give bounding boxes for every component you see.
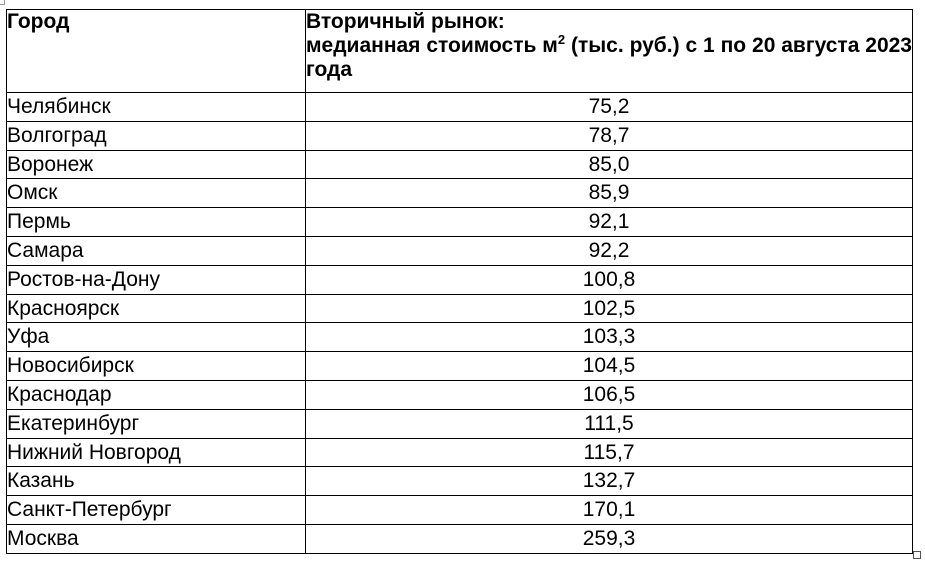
table-row [7, 265, 913, 294]
value-cell: 115,7 [306, 438, 913, 467]
value-cell: 111,5 [306, 409, 913, 438]
value-cell: 132,7 [306, 467, 913, 496]
city-cell: Санкт-Петербург [7, 496, 306, 525]
city-cell: Воронеж [7, 150, 306, 179]
value-cell: 104,5 [306, 352, 913, 381]
city-cell: Челябинск [7, 93, 306, 122]
table-row [7, 323, 913, 352]
value-cell: 259,3 [306, 524, 913, 553]
table-header [7, 10, 913, 93]
city-column-header: Город [7, 10, 306, 93]
value-cell: 106,5 [306, 380, 913, 409]
city-cell: Краснодар [7, 380, 306, 409]
value-cell: 85,9 [306, 179, 913, 208]
value-cell: 100,8 [306, 265, 913, 294]
table-row [7, 93, 913, 122]
table-row [7, 179, 913, 208]
value-cell: 102,5 [306, 294, 913, 323]
value-column-header [306, 10, 913, 93]
table-row [7, 352, 913, 381]
city-cell: Нижний Новгород [7, 438, 306, 467]
city-cell: Ростов-на-Дону [7, 265, 306, 294]
value-header-text-before: медианная стоимость м [306, 34, 558, 57]
text-boundary-corner-mark [0, 0, 5, 5]
value-cell: 170,1 [306, 496, 913, 525]
value-header-text-after: (тыс. руб.) с 1 по 20 августа 2023 года [306, 34, 912, 81]
table-row [7, 380, 913, 409]
table-row [7, 150, 913, 179]
city-cell: Москва [7, 524, 306, 553]
city-cell: Красноярск [7, 294, 306, 323]
city-cell: Казань [7, 467, 306, 496]
value-cell: 92,1 [306, 208, 913, 237]
value-cell: 75,2 [306, 93, 913, 122]
value-header-superscript: 2 [557, 32, 566, 47]
table-body [7, 93, 913, 554]
city-cell: Уфа [7, 323, 306, 352]
value-cell: 78,7 [306, 121, 913, 150]
city-cell: Волгоград [7, 121, 306, 150]
city-cell: Новосибирск [7, 352, 306, 381]
city-cell: Екатеринбург [7, 409, 306, 438]
table-row [7, 236, 913, 265]
price-table [6, 9, 913, 554]
table-row [7, 496, 913, 525]
table-row [7, 294, 913, 323]
value-cell: 103,3 [306, 323, 913, 352]
city-cell: Самара [7, 236, 306, 265]
table-row [7, 121, 913, 150]
header-row [7, 10, 913, 93]
table-row [7, 524, 913, 553]
table-row [7, 208, 913, 237]
city-cell: Омск [7, 179, 306, 208]
table-row [7, 438, 913, 467]
value-cell: 92,2 [306, 236, 913, 265]
table-row [7, 467, 913, 496]
table-row [7, 409, 913, 438]
table-resize-handle[interactable] [913, 551, 921, 559]
city-cell: Пермь [7, 208, 306, 237]
value-cell: 85,0 [306, 150, 913, 179]
value-header-line1: Вторичный рынок: [306, 10, 505, 33]
